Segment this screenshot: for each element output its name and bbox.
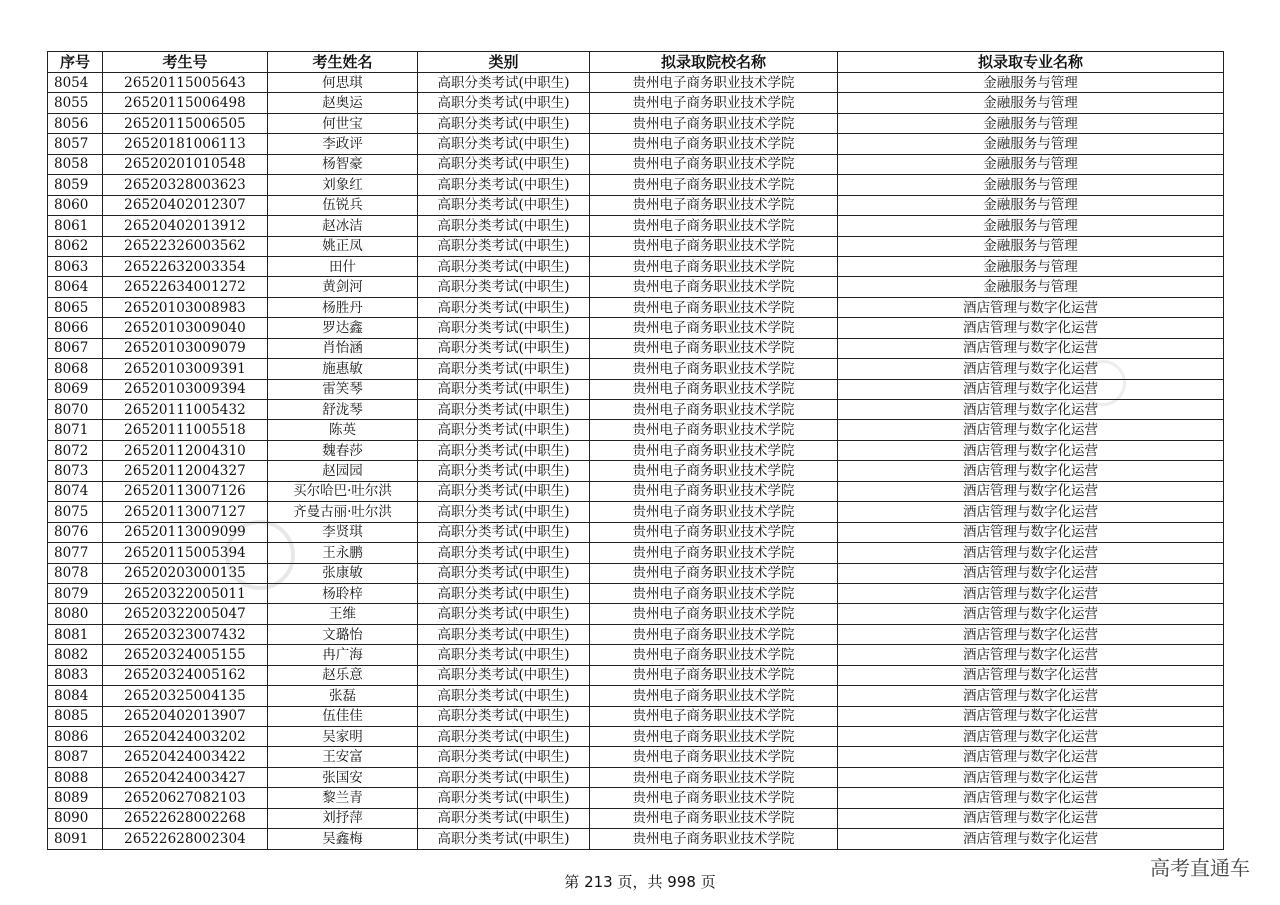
cell-name: 杨智豪 <box>268 154 418 174</box>
cell-seq: 8073 <box>48 461 103 481</box>
table-row <box>48 113 1224 133</box>
cell-exam-id: 26520324005162 <box>103 665 268 685</box>
table-row <box>48 686 1224 706</box>
cell-name: 杨胜丹 <box>268 297 418 317</box>
admission-table <box>47 51 1224 850</box>
table-row <box>48 645 1224 665</box>
cell-school: 贵州电子商务职业技术学院 <box>590 256 838 276</box>
cell-name: 张磊 <box>268 686 418 706</box>
table-row <box>48 400 1224 420</box>
cell-seq: 8091 <box>48 829 103 849</box>
cell-name: 王维 <box>268 604 418 624</box>
cell-name: 舒泷琴 <box>268 400 418 420</box>
cell-major: 酒店管理与数字化运营 <box>838 338 1224 358</box>
table-row <box>48 318 1224 338</box>
cell-school: 贵州电子商务职业技术学院 <box>590 563 838 583</box>
cell-seq: 8058 <box>48 154 103 174</box>
cell-exam-id: 26520112004310 <box>103 440 268 460</box>
cell-category: 高职分类考试(中职生) <box>418 440 590 460</box>
cell-major: 酒店管理与数字化运营 <box>838 461 1224 481</box>
cell-name: 赵奥运 <box>268 93 418 113</box>
table-row <box>48 624 1224 644</box>
cell-exam-id: 26520322005047 <box>103 604 268 624</box>
cell-school: 贵州电子商务职业技术学院 <box>590 134 838 154</box>
cell-category: 高职分类考试(中职生) <box>418 195 590 215</box>
col-header-school: 拟录取院校名称 <box>590 52 838 73</box>
cell-school: 贵州电子商务职业技术学院 <box>590 624 838 644</box>
cell-name: 吴家明 <box>268 727 418 747</box>
cell-seq: 8075 <box>48 502 103 522</box>
cell-exam-id: 26520203000135 <box>103 563 268 583</box>
cell-seq: 8066 <box>48 318 103 338</box>
footer-prefix: 第 <box>564 873 580 891</box>
col-header-seq: 序号 <box>48 52 103 73</box>
footer-page-number: 213 <box>584 873 613 891</box>
cell-seq: 8064 <box>48 277 103 297</box>
table-row <box>48 461 1224 481</box>
cell-seq: 8060 <box>48 195 103 215</box>
cell-name: 赵乐意 <box>268 665 418 685</box>
cell-seq: 8054 <box>48 73 103 93</box>
cell-name: 王安富 <box>268 747 418 767</box>
cell-category: 高职分类考试(中职生) <box>418 73 590 93</box>
table-row <box>48 522 1224 542</box>
cell-seq: 8077 <box>48 543 103 563</box>
cell-major: 酒店管理与数字化运营 <box>838 481 1224 501</box>
cell-major: 酒店管理与数字化运营 <box>838 829 1224 849</box>
table-row <box>48 195 1224 215</box>
cell-name: 张国安 <box>268 767 418 787</box>
cell-name: 施惠敏 <box>268 359 418 379</box>
table-row <box>48 73 1224 93</box>
table-row <box>48 175 1224 195</box>
table-row <box>48 297 1224 317</box>
cell-seq: 8061 <box>48 216 103 236</box>
cell-name: 黎兰青 <box>268 788 418 808</box>
table-row <box>48 788 1224 808</box>
table-row <box>48 563 1224 583</box>
cell-category: 高职分类考试(中职生) <box>418 502 590 522</box>
cell-seq: 8087 <box>48 747 103 767</box>
table-row <box>48 665 1224 685</box>
cell-exam-id: 26520113007126 <box>103 481 268 501</box>
cell-major: 酒店管理与数字化运营 <box>838 645 1224 665</box>
cell-category: 高职分类考试(中职生) <box>418 277 590 297</box>
cell-major: 金融服务与管理 <box>838 175 1224 195</box>
table-row <box>48 808 1224 828</box>
cell-exam-id: 26520115005394 <box>103 543 268 563</box>
cell-category: 高职分类考试(中职生) <box>418 134 590 154</box>
cell-name: 刘抒萍 <box>268 808 418 828</box>
footer-total-pages: 998 <box>667 873 696 891</box>
cell-name: 陈英 <box>268 420 418 440</box>
cell-name: 冉广海 <box>268 645 418 665</box>
cell-seq: 8079 <box>48 583 103 603</box>
table-row <box>48 502 1224 522</box>
cell-name: 杨聆梓 <box>268 583 418 603</box>
cell-category: 高职分类考试(中职生) <box>418 624 590 644</box>
cell-major: 酒店管理与数字化运营 <box>838 706 1224 726</box>
cell-school: 贵州电子商务职业技术学院 <box>590 583 838 603</box>
cell-major: 酒店管理与数字化运营 <box>838 686 1224 706</box>
cell-name: 伍佳佳 <box>268 706 418 726</box>
cell-name: 买尔哈巴·吐尔洪 <box>268 481 418 501</box>
cell-school: 贵州电子商务职业技术学院 <box>590 604 838 624</box>
cell-school: 贵州电子商务职业技术学院 <box>590 359 838 379</box>
cell-seq: 8088 <box>48 767 103 787</box>
cell-seq: 8072 <box>48 440 103 460</box>
cell-major: 金融服务与管理 <box>838 236 1224 256</box>
cell-category: 高职分类考试(中职生) <box>418 338 590 358</box>
cell-exam-id: 26520113009099 <box>103 522 268 542</box>
cell-major: 酒店管理与数字化运营 <box>838 604 1224 624</box>
cell-name: 吴鑫梅 <box>268 829 418 849</box>
cell-seq: 8074 <box>48 481 103 501</box>
cell-category: 高职分类考试(中职生) <box>418 420 590 440</box>
cell-name: 文璐怡 <box>268 624 418 644</box>
cell-seq: 8065 <box>48 297 103 317</box>
cell-category: 高职分类考试(中职生) <box>418 175 590 195</box>
cell-school: 贵州电子商务职业技术学院 <box>590 93 838 113</box>
table-row <box>48 747 1224 767</box>
cell-school: 贵州电子商务职业技术学院 <box>590 420 838 440</box>
cell-exam-id: 26520112004327 <box>103 461 268 481</box>
cell-seq: 8080 <box>48 604 103 624</box>
cell-name: 李政评 <box>268 134 418 154</box>
cell-seq: 8067 <box>48 338 103 358</box>
cell-school: 贵州电子商务职业技术学院 <box>590 113 838 133</box>
cell-major: 金融服务与管理 <box>838 134 1224 154</box>
cell-seq: 8070 <box>48 400 103 420</box>
cell-major: 酒店管理与数字化运营 <box>838 379 1224 399</box>
cell-exam-id: 26520111005518 <box>103 420 268 440</box>
cell-seq: 8085 <box>48 706 103 726</box>
cell-category: 高职分类考试(中职生) <box>418 645 590 665</box>
cell-exam-id: 26522634001272 <box>103 277 268 297</box>
cell-major: 酒店管理与数字化运营 <box>838 359 1224 379</box>
cell-school: 贵州电子商务职业技术学院 <box>590 727 838 747</box>
cell-seq: 8057 <box>48 134 103 154</box>
cell-name: 赵冰洁 <box>268 216 418 236</box>
cell-school: 贵州电子商务职业技术学院 <box>590 73 838 93</box>
table-row <box>48 154 1224 174</box>
cell-category: 高职分类考试(中职生) <box>418 318 590 338</box>
table-body <box>48 73 1224 850</box>
cell-school: 贵州电子商务职业技术学院 <box>590 175 838 195</box>
cell-school: 贵州电子商务职业技术学院 <box>590 522 838 542</box>
cell-school: 贵州电子商务职业技术学院 <box>590 318 838 338</box>
table-row <box>48 256 1224 276</box>
cell-exam-id: 26520115006505 <box>103 113 268 133</box>
table-row <box>48 583 1224 603</box>
cell-major: 酒店管理与数字化运营 <box>838 502 1224 522</box>
cell-name: 伍锐兵 <box>268 195 418 215</box>
cell-seq: 8090 <box>48 808 103 828</box>
cell-category: 高职分类考试(中职生) <box>418 808 590 828</box>
cell-name: 姚正凤 <box>268 236 418 256</box>
cell-major: 金融服务与管理 <box>838 195 1224 215</box>
cell-category: 高职分类考试(中职生) <box>418 481 590 501</box>
cell-name: 雷笑琴 <box>268 379 418 399</box>
cell-school: 贵州电子商务职业技术学院 <box>590 747 838 767</box>
cell-school: 贵州电子商务职业技术学院 <box>590 461 838 481</box>
cell-seq: 8071 <box>48 420 103 440</box>
cell-exam-id: 26520201010548 <box>103 154 268 174</box>
cell-major: 金融服务与管理 <box>838 73 1224 93</box>
cell-school: 贵州电子商务职业技术学院 <box>590 338 838 358</box>
cell-exam-id: 26520323007432 <box>103 624 268 644</box>
table-row <box>48 767 1224 787</box>
cell-major: 酒店管理与数字化运营 <box>838 297 1224 317</box>
cell-major: 酒店管理与数字化运营 <box>838 543 1224 563</box>
col-header-category: 类别 <box>418 52 590 73</box>
cell-seq: 8084 <box>48 686 103 706</box>
cell-exam-id: 26520325004135 <box>103 686 268 706</box>
cell-seq: 8089 <box>48 788 103 808</box>
cell-major: 金融服务与管理 <box>838 277 1224 297</box>
cell-name: 肖怡涵 <box>268 338 418 358</box>
cell-exam-id: 26520424003427 <box>103 767 268 787</box>
cell-category: 高职分类考试(中职生) <box>418 154 590 174</box>
cell-name: 魏春莎 <box>268 440 418 460</box>
cell-exam-id: 26520181006113 <box>103 134 268 154</box>
cell-seq: 8059 <box>48 175 103 195</box>
cell-major: 金融服务与管理 <box>838 154 1224 174</box>
cell-school: 贵州电子商务职业技术学院 <box>590 665 838 685</box>
cell-major: 酒店管理与数字化运营 <box>838 747 1224 767</box>
table-row <box>48 829 1224 849</box>
cell-category: 高职分类考试(中职生) <box>418 461 590 481</box>
cell-major: 金融服务与管理 <box>838 113 1224 133</box>
cell-major: 金融服务与管理 <box>838 93 1224 113</box>
cell-major: 酒店管理与数字化运营 <box>838 767 1224 787</box>
cell-seq: 8076 <box>48 522 103 542</box>
cell-major: 金融服务与管理 <box>838 256 1224 276</box>
table-row <box>48 440 1224 460</box>
cell-category: 高职分类考试(中职生) <box>418 829 590 849</box>
cell-exam-id: 26522632003354 <box>103 256 268 276</box>
cell-category: 高职分类考试(中职生) <box>418 236 590 256</box>
cell-major: 酒店管理与数字化运营 <box>838 400 1224 420</box>
cell-exam-id: 26520103008983 <box>103 297 268 317</box>
cell-seq: 8082 <box>48 645 103 665</box>
cell-exam-id: 26520424003422 <box>103 747 268 767</box>
cell-school: 贵州电子商务职业技术学院 <box>590 277 838 297</box>
cell-seq: 8081 <box>48 624 103 644</box>
cell-school: 贵州电子商务职业技术学院 <box>590 400 838 420</box>
col-header-major: 拟录取专业名称 <box>838 52 1224 73</box>
cell-school: 贵州电子商务职业技术学院 <box>590 645 838 665</box>
footer-middle: 页，共 <box>617 873 663 891</box>
cell-school: 贵州电子商务职业技术学院 <box>590 297 838 317</box>
cell-category: 高职分类考试(中职生) <box>418 359 590 379</box>
cell-name: 罗达鑫 <box>268 318 418 338</box>
table-row <box>48 134 1224 154</box>
cell-school: 贵州电子商务职业技术学院 <box>590 440 838 460</box>
cell-category: 高职分类考试(中职生) <box>418 216 590 236</box>
cell-exam-id: 26520103009391 <box>103 359 268 379</box>
cell-major: 酒店管理与数字化运营 <box>838 665 1224 685</box>
cell-exam-id: 26520402013912 <box>103 216 268 236</box>
table-row <box>48 420 1224 440</box>
cell-name: 李贤琪 <box>268 522 418 542</box>
cell-major: 酒店管理与数字化运营 <box>838 583 1224 603</box>
cell-exam-id: 26520324005155 <box>103 645 268 665</box>
cell-exam-id: 26522628002304 <box>103 829 268 849</box>
cell-name: 田什 <box>268 256 418 276</box>
cell-major: 酒店管理与数字化运营 <box>838 440 1224 460</box>
cell-school: 贵州电子商务职业技术学院 <box>590 767 838 787</box>
cell-category: 高职分类考试(中职生) <box>418 665 590 685</box>
cell-major: 酒店管理与数字化运营 <box>838 788 1224 808</box>
cell-exam-id: 26520103009040 <box>103 318 268 338</box>
cell-major: 酒店管理与数字化运营 <box>838 808 1224 828</box>
cell-seq: 8055 <box>48 93 103 113</box>
cell-exam-id: 26520103009394 <box>103 379 268 399</box>
cell-school: 贵州电子商务职业技术学院 <box>590 481 838 501</box>
cell-category: 高职分类考试(中职生) <box>418 686 590 706</box>
cell-category: 高职分类考试(中职生) <box>418 256 590 276</box>
col-header-name: 考生姓名 <box>268 52 418 73</box>
cell-category: 高职分类考试(中职生) <box>418 788 590 808</box>
cell-seq: 8062 <box>48 236 103 256</box>
cell-exam-id: 26520113007127 <box>103 502 268 522</box>
cell-school: 贵州电子商务职业技术学院 <box>590 808 838 828</box>
cell-seq: 8069 <box>48 379 103 399</box>
cell-exam-id: 26522628002268 <box>103 808 268 828</box>
cell-exam-id: 26520103009079 <box>103 338 268 358</box>
cell-category: 高职分类考试(中职生) <box>418 297 590 317</box>
cell-name: 赵园园 <box>268 461 418 481</box>
table-row <box>48 359 1224 379</box>
cell-name: 齐曼古丽·吐尔洪 <box>268 502 418 522</box>
cell-exam-id: 26520322005011 <box>103 583 268 603</box>
cell-seq: 8078 <box>48 563 103 583</box>
cell-category: 高职分类考试(中职生) <box>418 563 590 583</box>
brand-logo-text: 高考直通车 <box>1150 856 1250 880</box>
cell-category: 高职分类考试(中职生) <box>418 93 590 113</box>
cell-school: 贵州电子商务职业技术学院 <box>590 379 838 399</box>
cell-category: 高职分类考试(中职生) <box>418 543 590 563</box>
cell-category: 高职分类考试(中职生) <box>418 583 590 603</box>
table-row <box>48 277 1224 297</box>
cell-category: 高职分类考试(中职生) <box>418 706 590 726</box>
cell-exam-id: 26520328003623 <box>103 175 268 195</box>
cell-exam-id: 26522326003562 <box>103 236 268 256</box>
cell-seq: 8086 <box>48 727 103 747</box>
cell-name: 张康敏 <box>268 563 418 583</box>
table-row <box>48 216 1224 236</box>
cell-seq: 8056 <box>48 113 103 133</box>
page-footer <box>0 871 1280 892</box>
cell-seq: 8083 <box>48 665 103 685</box>
cell-major: 酒店管理与数字化运营 <box>838 522 1224 542</box>
cell-major: 金融服务与管理 <box>838 216 1224 236</box>
cell-category: 高职分类考试(中职生) <box>418 727 590 747</box>
cell-category: 高职分类考试(中职生) <box>418 400 590 420</box>
cell-major: 酒店管理与数字化运营 <box>838 563 1224 583</box>
cell-school: 贵州电子商务职业技术学院 <box>590 502 838 522</box>
cell-category: 高职分类考试(中职生) <box>418 113 590 133</box>
cell-school: 贵州电子商务职业技术学院 <box>590 829 838 849</box>
table-row <box>48 93 1224 113</box>
cell-exam-id: 26520115005643 <box>103 73 268 93</box>
table-row <box>48 481 1224 501</box>
table-row <box>48 706 1224 726</box>
cell-school: 贵州电子商务职业技术学院 <box>590 543 838 563</box>
cell-major: 酒店管理与数字化运营 <box>838 420 1224 440</box>
table-header-row <box>48 52 1224 73</box>
footer-suffix: 页 <box>700 873 716 891</box>
cell-exam-id: 26520402013907 <box>103 706 268 726</box>
table-row <box>48 379 1224 399</box>
cell-school: 贵州电子商务职业技术学院 <box>590 706 838 726</box>
cell-category: 高职分类考试(中职生) <box>418 747 590 767</box>
cell-school: 贵州电子商务职业技术学院 <box>590 788 838 808</box>
cell-exam-id: 26520627082103 <box>103 788 268 808</box>
table-row <box>48 604 1224 624</box>
cell-exam-id: 26520424003202 <box>103 727 268 747</box>
cell-name: 刘象红 <box>268 175 418 195</box>
cell-major: 酒店管理与数字化运营 <box>838 727 1224 747</box>
cell-category: 高职分类考试(中职生) <box>418 379 590 399</box>
cell-name: 黄剑河 <box>268 277 418 297</box>
table-row <box>48 727 1224 747</box>
cell-seq: 8063 <box>48 256 103 276</box>
cell-school: 贵州电子商务职业技术学院 <box>590 216 838 236</box>
cell-category: 高职分类考试(中职生) <box>418 604 590 624</box>
cell-school: 贵州电子商务职业技术学院 <box>590 236 838 256</box>
table-row <box>48 338 1224 358</box>
cell-school: 贵州电子商务职业技术学院 <box>590 686 838 706</box>
cell-name: 何思琪 <box>268 73 418 93</box>
cell-name: 王永鹏 <box>268 543 418 563</box>
cell-school: 贵州电子商务职业技术学院 <box>590 154 838 174</box>
table-row <box>48 236 1224 256</box>
cell-exam-id: 26520115006498 <box>103 93 268 113</box>
cell-category: 高职分类考试(中职生) <box>418 767 590 787</box>
cell-major: 酒店管理与数字化运营 <box>838 624 1224 644</box>
cell-exam-id: 26520111005432 <box>103 400 268 420</box>
table-row <box>48 543 1224 563</box>
cell-name: 何世宝 <box>268 113 418 133</box>
cell-school: 贵州电子商务职业技术学院 <box>590 195 838 215</box>
cell-major: 酒店管理与数字化运营 <box>838 318 1224 338</box>
cell-exam-id: 26520402012307 <box>103 195 268 215</box>
col-header-exam-id: 考生号 <box>103 52 268 73</box>
cell-seq: 8068 <box>48 359 103 379</box>
cell-category: 高职分类考试(中职生) <box>418 522 590 542</box>
